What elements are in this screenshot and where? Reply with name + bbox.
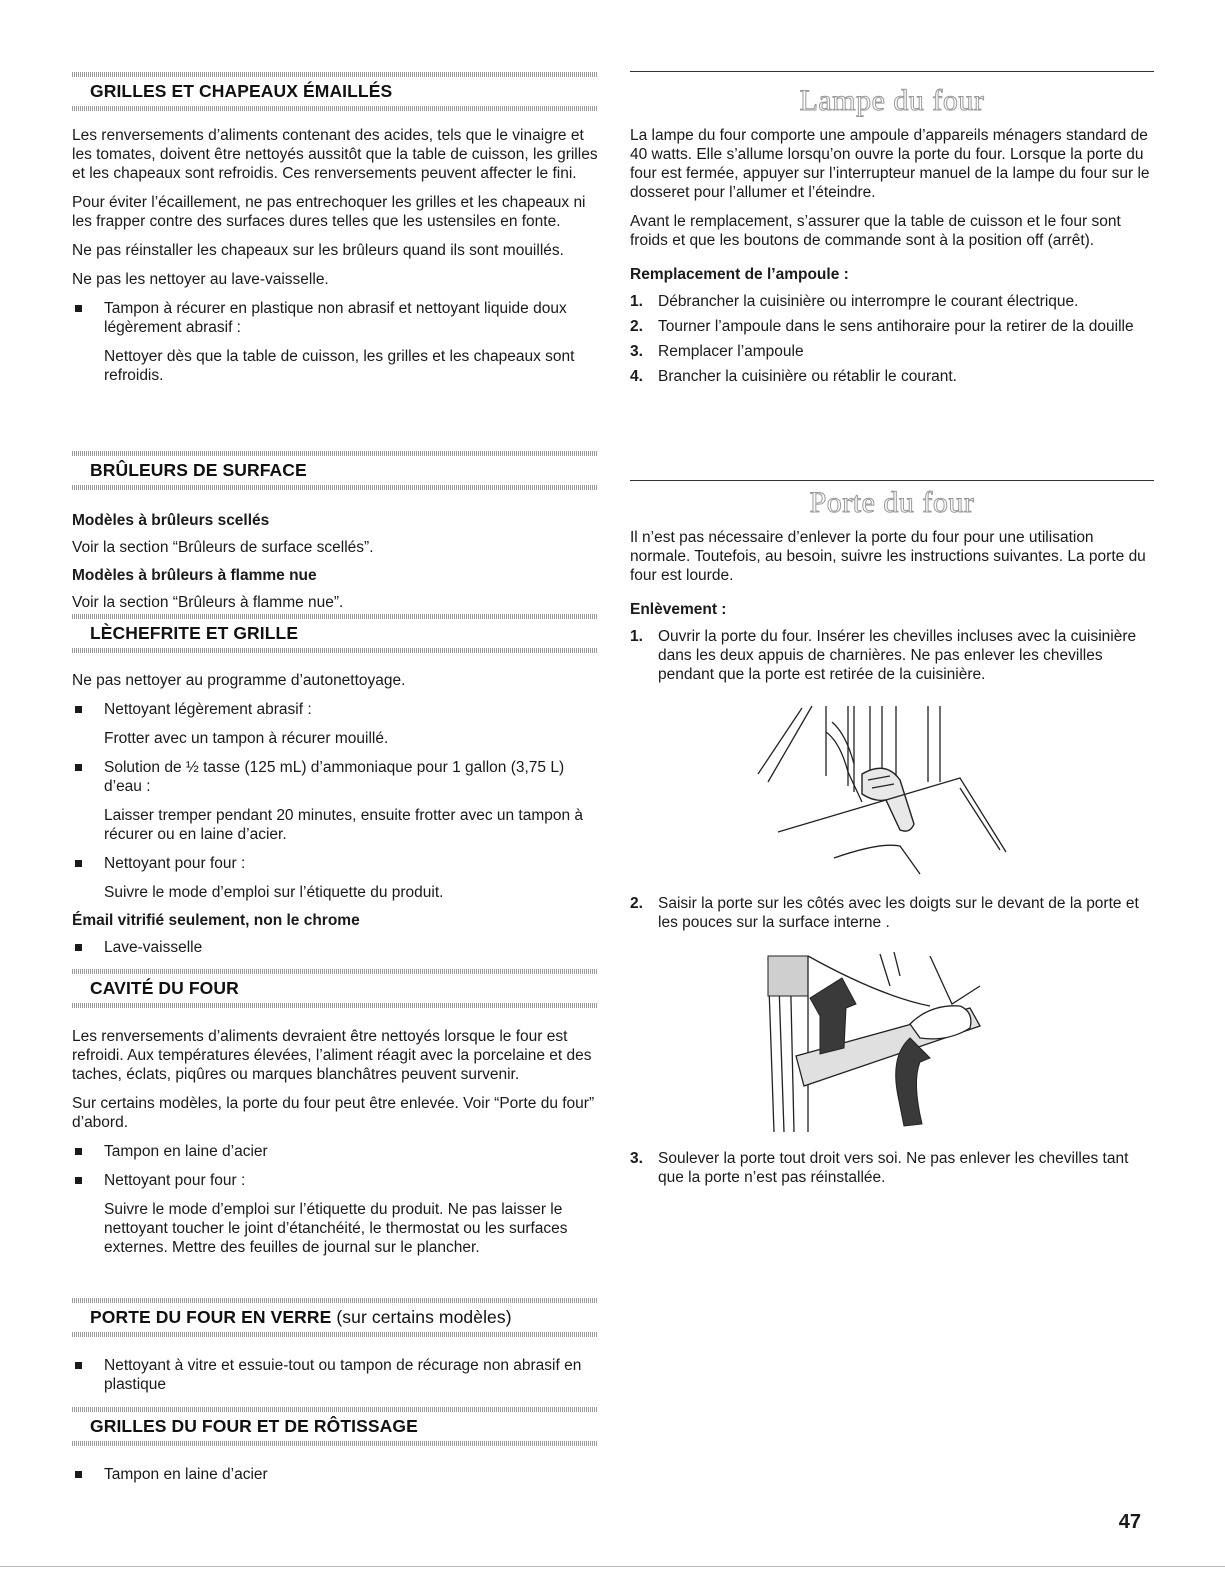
- lampe-body: [630, 126, 1154, 392]
- section-title-main: PORTE DU FOUR EN VERRE: [90, 1307, 332, 1327]
- drawing-line: [880, 952, 900, 986]
- drawing-line: [834, 845, 920, 874]
- step-number: 4.: [630, 368, 643, 385]
- step-text: Remplacer l’ampoule: [658, 343, 804, 360]
- paragraph: Ne pas nettoyer au programme d’autonettoyage.: [72, 672, 406, 689]
- paragraph: Pour éviter l’écaillement, ne pas entrechoquer les grilles et les chapeaux ni les frapper contre des surfaces dures telles que les ustensiles en fonte.: [72, 194, 586, 230]
- bullet-detail: Nettoyer dès que la table de cuisson, les grilles et les chapeaux sont refroidis.: [104, 348, 575, 384]
- section-title: GRILLES DU FOUR ET DE RÔTISSAGE: [90, 1416, 418, 1436]
- step-number: 2.: [630, 895, 643, 912]
- step-text: Soulever la porte tout droit vers soi. Ne pas enlever les chevilles tant que la porte n’est pas réinstallée.: [658, 1150, 1129, 1186]
- step-number: 3.: [630, 343, 643, 360]
- drawing-line: [930, 956, 980, 1004]
- step-text: Brancher la cuisinière ou rétablir le courant.: [658, 368, 957, 385]
- porte-step3: [630, 1149, 1154, 1193]
- section-header-cavite: [72, 969, 598, 1008]
- drawing-line: [826, 732, 862, 802]
- section-header-grilles-chapeaux: [72, 72, 598, 111]
- drawing-line: [960, 788, 1000, 850]
- bullet-item: Solution de ½ tasse (125 mL) d’ammoniaque pour 1 gallon (3,75 L) d’eau :: [72, 758, 598, 796]
- step-text: Débrancher la cuisinière ou interrompre le courant électrique.: [658, 293, 1079, 310]
- bottom-edge-line: [0, 1566, 1225, 1567]
- top-rule: [630, 71, 1154, 72]
- section-body-lechefrite: [72, 671, 598, 967]
- step-item: [630, 894, 1154, 932]
- paragraph: Ne pas les nettoyer au lave-vaisselle.: [72, 271, 329, 288]
- drawing-line: [768, 706, 812, 782]
- header-rule: [72, 106, 598, 111]
- bullet-item: Nettoyant pour four :: [72, 854, 598, 873]
- bullet-item: Nettoyant légèrement abrasif :: [72, 700, 598, 719]
- step-number: 1.: [630, 293, 643, 310]
- step-number: 2.: [630, 318, 643, 335]
- bullet-item: Tampon en laine d’acier: [72, 1465, 598, 1484]
- paragraph: Avant le remplacement, s’assurer que la table de cuisson et le four sont froids et que les boutons de commande sont à la position off (arrêt).: [630, 213, 1121, 249]
- section-title: [72, 1303, 598, 1332]
- section-title: GRILLES ET CHAPEAUX ÉMAILLÉS: [90, 81, 393, 101]
- paragraph: Les renversements d’aliments contenant des acides, tels que le vinaigre et les tomates, doivent être nettoyés aussitôt que la table de cuisson, les grilles et les chapeaux sont refroidis. Ces renversements peuvent affecter le fini.: [72, 127, 598, 182]
- section-header-grilles-four: [72, 1407, 598, 1446]
- paragraph: Les renversements d’aliments devraient être nettoyés lorsque le four est refroidi. Aux températures élevées, l’aliment réagit avec la porcelaine et des taches, éclats, piqûres ou marques blanchâtres peuvent survenir.: [72, 1028, 592, 1083]
- section-header-lechefrite: [72, 614, 598, 653]
- drawing-line: [758, 708, 802, 774]
- subheading: Modèles à brûleurs scellés: [72, 512, 270, 529]
- subheading: Modèles à brûleurs à flamme nue: [72, 567, 317, 584]
- hinge-pin-illustration: [750, 702, 1050, 880]
- step-item: [630, 367, 1154, 386]
- section-title: LÈCHEFRITE ET GRILLE: [90, 623, 299, 643]
- section-rule: [630, 480, 1154, 481]
- step-text: Ouvrir la porte du four. Insérer les chevilles incluses avec la cuisinière dans les deux appuis de charnières. Ne pas enlever les chevilles pendant que la porte est retirée de la cuisinière.: [658, 628, 1137, 683]
- bullet-item: Nettoyant à vitre et essuie-tout ou tampon de récurage non abrasif en plastique: [72, 1356, 598, 1394]
- section-body-grilles-chapeaux: [72, 126, 598, 395]
- subheading: Émail vitrifié seulement, non le chrome: [72, 912, 360, 929]
- step-number: 3.: [630, 1150, 643, 1167]
- step-number: 1.: [630, 628, 643, 645]
- step-item: [630, 292, 1154, 311]
- paragraph: Ne pas réinstaller les chapeaux sur les brûleurs quand ils sont mouillés.: [72, 242, 564, 259]
- porte-step2: [630, 894, 1154, 938]
- bullet-detail: Suivre le mode d’emploi sur l’étiquette du produit.: [104, 884, 444, 901]
- step-text: Saisir la porte sur les côtés avec les doigts sur le devant de la porte et les pouces sur la surface interne .: [658, 895, 1139, 931]
- paragraph: Voir la section “Brûleurs à flamme nue”.: [72, 594, 344, 611]
- porte-body: [630, 528, 1154, 690]
- lampe-title: Lampe du four: [799, 84, 985, 117]
- bullet-item: Tampon en laine d’acier: [72, 1142, 598, 1161]
- header-rule: [72, 485, 598, 490]
- step-item: [630, 317, 1154, 336]
- step-text: Tourner l’ampoule dans le sens antihoraire pour la retirer de la douille: [658, 318, 1134, 335]
- section-header-porte-verre: [72, 1298, 598, 1337]
- subheading: Remplacement de l’ampoule :: [630, 266, 849, 283]
- section-body-porte-verre: [72, 1356, 598, 1404]
- section-title: CAVITÉ DU FOUR: [90, 978, 239, 998]
- porte-title: Porte du four: [809, 486, 975, 519]
- section-body-cavite: [72, 1027, 598, 1267]
- curved-arrow-icon: [896, 1038, 930, 1126]
- page-number: 47: [1118, 1511, 1141, 1533]
- bullet-detail: Suivre le mode d’emploi sur l’étiquette du produit. Ne pas laisser le nettoyant toucher le joint d’étanchéité, le thermostat ou les surfaces externes. Mettre des feuilles de journal sur le plancher.: [104, 1201, 568, 1256]
- door-removal-illustration: [760, 946, 1010, 1134]
- section-body-bruleurs: [72, 506, 598, 622]
- step-item: [630, 1149, 1154, 1187]
- header-rule: [72, 1003, 598, 1008]
- step-item: [630, 342, 1154, 361]
- paragraph: La lampe du four comporte une ampoule d’appareils ménagers standard de 40 watts. Elle s’allume lorsqu’on ouvre la porte du four. Lorsque la porte du four est fermée, appuyer sur l’interrupteur manuel de la lampe du four sur le dosseret pour l’allumer et l’éteindre.: [630, 127, 1150, 201]
- paragraph: Il n’est pas nécessaire d’enlever la porte du four pour une utilisation normale. Toutefois, au besoin, suivre les instructions suivantes. La porte du four est lourde.: [630, 529, 1146, 584]
- section-body-grilles-four: [72, 1465, 598, 1494]
- lampe-steps: [630, 292, 1154, 386]
- section-title-note: (sur certains modèles): [336, 1307, 512, 1327]
- bullet-detail: Frotter avec un tampon à récurer mouillé.: [104, 730, 389, 747]
- header-rule: [72, 1332, 598, 1337]
- hatched-panel: [768, 956, 808, 996]
- step-item: [630, 627, 1154, 684]
- section-title: BRÛLEURS DE SURFACE: [90, 460, 307, 480]
- bullet-item: Tampon à récurer en plastique non abrasif et nettoyant liquide doux légèrement abrasif :: [72, 299, 598, 337]
- bullet-item: Nettoyant pour four :: [72, 1171, 598, 1190]
- paragraph: Voir la section “Brûleurs de surface scellés”.: [72, 539, 374, 556]
- subheading: Enlèvement :: [630, 601, 727, 618]
- bullet-detail: Laisser tremper pendant 20 minutes, ensuite frotter avec un tampon à récurer ou en laine d’acier.: [104, 807, 584, 843]
- header-rule: [72, 1441, 598, 1446]
- section-header-bruleurs: [72, 451, 598, 490]
- paragraph: Sur certains modèles, la porte du four peut être enlevée. Voir “Porte du four” d’abord.: [72, 1095, 595, 1131]
- hand: [910, 1006, 971, 1039]
- header-rule: [72, 648, 598, 653]
- bullet-item: Lave-vaisselle: [72, 938, 598, 957]
